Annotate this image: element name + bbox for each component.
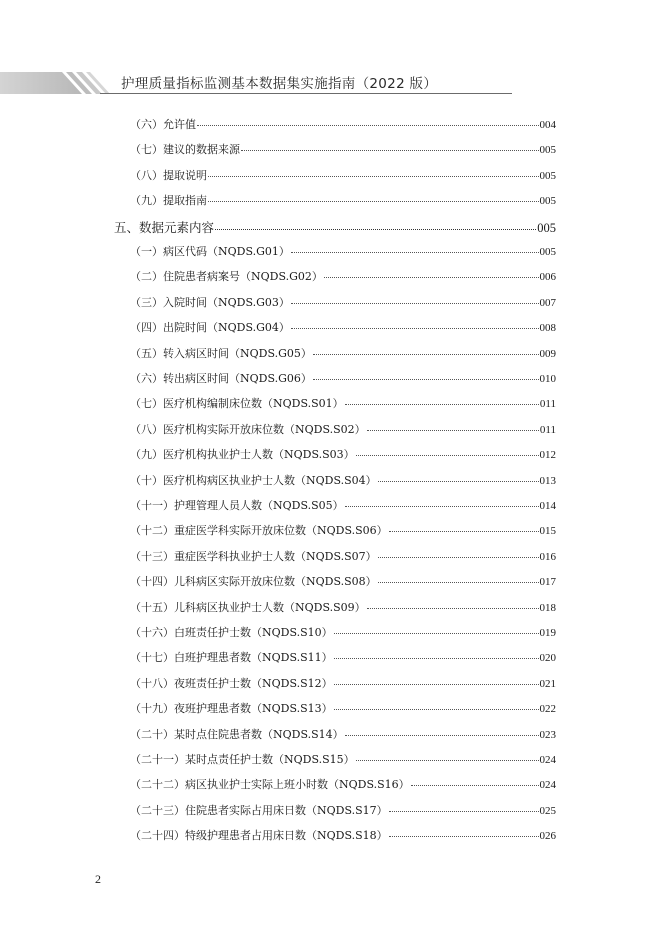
- toc-entry[interactable]: [130, 497, 556, 513]
- toc-entry-title: （二十四）特级护理患者占用床日数（NQDS.S18）: [130, 829, 388, 843]
- toc-entry-page: 005: [539, 195, 556, 208]
- toc-entry-title: （七）建议的数据来源: [130, 143, 240, 157]
- toc-entry[interactable]: [130, 573, 556, 589]
- toc-entry-title: （十九）夜班护理患者数（NQDS.S13）: [130, 702, 333, 716]
- toc-dot-leader: [208, 175, 539, 177]
- toc-entry-page: 009: [539, 347, 556, 360]
- toc-entry[interactable]: [130, 624, 556, 640]
- toc-entry-title: （二十）某时点住院患者数（NQDS.S14）: [130, 727, 344, 741]
- toc-entry-page: 011: [539, 423, 556, 436]
- toc-dot-leader: [313, 353, 539, 355]
- toc-entry[interactable]: [130, 802, 556, 818]
- toc-entry-page: 006: [539, 271, 556, 284]
- toc-dot-leader: [334, 683, 539, 685]
- toc-entry-title: （十三）重症医学科执业护士人数（NQDS.S07）: [130, 549, 377, 563]
- toc-dot-leader: [208, 200, 539, 202]
- toc-dot-leader: [378, 480, 539, 482]
- toc-dot-leader: [291, 302, 539, 304]
- toc-dot-leader: [367, 429, 539, 431]
- toc-entry-page: 024: [539, 754, 556, 766]
- toc-entry-page: 005: [539, 144, 556, 157]
- toc-dot-leader: [215, 228, 536, 230]
- toc-dot-leader: [241, 149, 539, 151]
- toc-entry-page: 004: [539, 119, 556, 131]
- toc-entry-page: 025: [539, 804, 556, 817]
- toc-entry-title: （十八）夜班责任护士数（NQDS.S12）: [130, 676, 333, 690]
- toc-dot-leader: [334, 632, 539, 634]
- toc-entry[interactable]: [130, 294, 556, 310]
- toc-entry-title: （十七）白班护理患者数（NQDS.S11）: [130, 651, 333, 665]
- toc-entry-page: 012: [539, 449, 556, 462]
- toc-entry-page: 011: [539, 398, 556, 411]
- toc-dot-leader: [378, 556, 539, 558]
- toc-entry-page: 021: [539, 677, 556, 690]
- toc-entry-page: 008: [539, 322, 556, 335]
- toc-entry-title: （十六）白班责任护士数（NQDS.S10）: [130, 626, 333, 639]
- toc-entry[interactable]: [130, 446, 556, 462]
- toc-entry-title: （二）住院患者病案号（NQDS.G02）: [130, 270, 323, 284]
- toc-entry-page: 005: [539, 246, 556, 258]
- toc-entry-page: 020: [539, 652, 556, 665]
- toc-entry-page: 018: [539, 601, 556, 614]
- toc-entry[interactable]: [130, 192, 556, 208]
- toc-entry-title: （十一）护理管理人员人数（NQDS.S05）: [130, 499, 344, 512]
- toc-dot-leader: [367, 607, 539, 609]
- toc-entry-page: 010: [539, 373, 556, 385]
- toc-entry-page: 016: [539, 550, 556, 563]
- toc-dot-leader: [389, 810, 539, 812]
- toc-entry-title: （六）允许值: [130, 118, 196, 131]
- toc-entry-page: 026: [539, 830, 556, 843]
- toc-entry[interactable]: [130, 370, 556, 386]
- toc-dot-leader: [291, 251, 539, 253]
- toc-entry[interactable]: [130, 751, 556, 767]
- running-header: [0, 68, 515, 94]
- toc-entry-page: 022: [539, 703, 556, 716]
- toc-entry-title: 五、数据元素内容: [114, 219, 215, 235]
- toc-entry[interactable]: [130, 243, 556, 259]
- toc-entry-title: （十五）儿科病区执业护士人数（NQDS.S09）: [130, 600, 366, 614]
- toc-dot-leader: [345, 734, 539, 736]
- toc-entry[interactable]: [130, 268, 556, 284]
- toc-entry-title: （九）提取指南: [130, 194, 207, 208]
- toc-entry[interactable]: [130, 776, 556, 792]
- header-title: 护理质量指标监测基本数据集实施指南（2022 版）: [121, 76, 438, 92]
- toc-entry-title: （七）医疗机构编制床位数（NQDS.S01）: [130, 397, 344, 411]
- toc-entry-title: （十二）重症医学科实际开放床位数（NQDS.S06）: [130, 524, 388, 538]
- toc-entry[interactable]: [130, 116, 556, 132]
- toc-dot-leader: [334, 657, 539, 659]
- toc-entry-page: 005: [539, 169, 556, 182]
- toc-entry-title: （四）出院时间（NQDS.G04）: [130, 321, 290, 335]
- toc-entry-title: （五）转入病区时间（NQDS.G05）: [130, 346, 312, 360]
- toc-dot-leader: [389, 835, 539, 837]
- toc-entry[interactable]: [130, 421, 556, 437]
- toc-entry-page: 023: [539, 728, 556, 741]
- toc-dot-leader: [324, 276, 539, 278]
- toc-entry-title: （二十二）病区执业护士实际上班小时数（NQDS.S16）: [130, 778, 410, 792]
- toc-entry-title: （九）医疗机构执业护士人数（NQDS.S03）: [130, 448, 355, 462]
- toc-dot-leader: [389, 530, 539, 532]
- toc-section-heading[interactable]: [114, 218, 556, 236]
- toc-entry-title: （六）转出病区时间（NQDS.G06）: [130, 372, 312, 385]
- header-rule: [100, 93, 512, 94]
- toc-entry-page: 015: [539, 525, 556, 538]
- page-number: 2: [95, 872, 101, 886]
- toc-entry-title: （十四）儿科病区实际开放床位数（NQDS.S08）: [130, 575, 377, 589]
- toc-entry-page: 013: [539, 474, 556, 487]
- toc-dot-leader: [313, 378, 539, 380]
- toc-dot-leader: [411, 784, 539, 786]
- toc-dot-leader: [334, 708, 539, 710]
- toc-entry[interactable]: [130, 472, 556, 488]
- toc-entry-page: 014: [539, 500, 556, 512]
- toc-entry[interactable]: [130, 167, 556, 183]
- toc-entry[interactable]: [130, 700, 556, 716]
- toc-entry[interactable]: [130, 548, 556, 564]
- toc-entry-title: （八）提取说明: [130, 168, 207, 182]
- toc-entry[interactable]: [130, 395, 556, 411]
- toc-entry-title: （十）医疗机构病区执业护士人数（NQDS.S04）: [130, 473, 377, 487]
- toc-entry-page: 017: [539, 576, 556, 589]
- toc-dot-leader: [356, 759, 539, 761]
- toc-entry[interactable]: [130, 827, 556, 843]
- toc-entry-page: 007: [539, 296, 556, 309]
- toc-dot-leader: [197, 124, 539, 126]
- header-stripe-decoration: [0, 68, 120, 94]
- toc-entry-title: （三）入院时间（NQDS.G03）: [130, 295, 290, 309]
- toc-dot-leader: [345, 505, 539, 507]
- toc-entry[interactable]: [130, 141, 556, 157]
- toc-entry-title: （一）病区代码（NQDS.G01）: [130, 245, 290, 258]
- toc-entry[interactable]: [130, 599, 556, 615]
- toc-dot-leader: [345, 403, 539, 405]
- toc-entry-title: （二十一）某时点责任护士数（NQDS.S15）: [130, 753, 355, 766]
- toc-entry-page: 019: [539, 627, 556, 639]
- toc-dot-leader: [291, 327, 539, 329]
- toc-dot-leader: [356, 454, 539, 456]
- toc-entry[interactable]: [130, 726, 556, 742]
- toc-entry[interactable]: [130, 522, 556, 538]
- toc-entry-page: 005: [537, 220, 556, 235]
- toc-dot-leader: [378, 581, 539, 583]
- toc-entry-title: （二十三）住院患者实际占用床日数（NQDS.S17）: [130, 803, 388, 817]
- toc-entry[interactable]: [130, 345, 556, 361]
- toc-entry-title: （八）医疗机构实际开放床位数（NQDS.S02）: [130, 422, 366, 436]
- toc-entry[interactable]: [130, 319, 556, 335]
- toc-entry[interactable]: [130, 675, 556, 691]
- toc-entry[interactable]: [130, 649, 556, 665]
- toc-entry-page: 024: [539, 779, 556, 792]
